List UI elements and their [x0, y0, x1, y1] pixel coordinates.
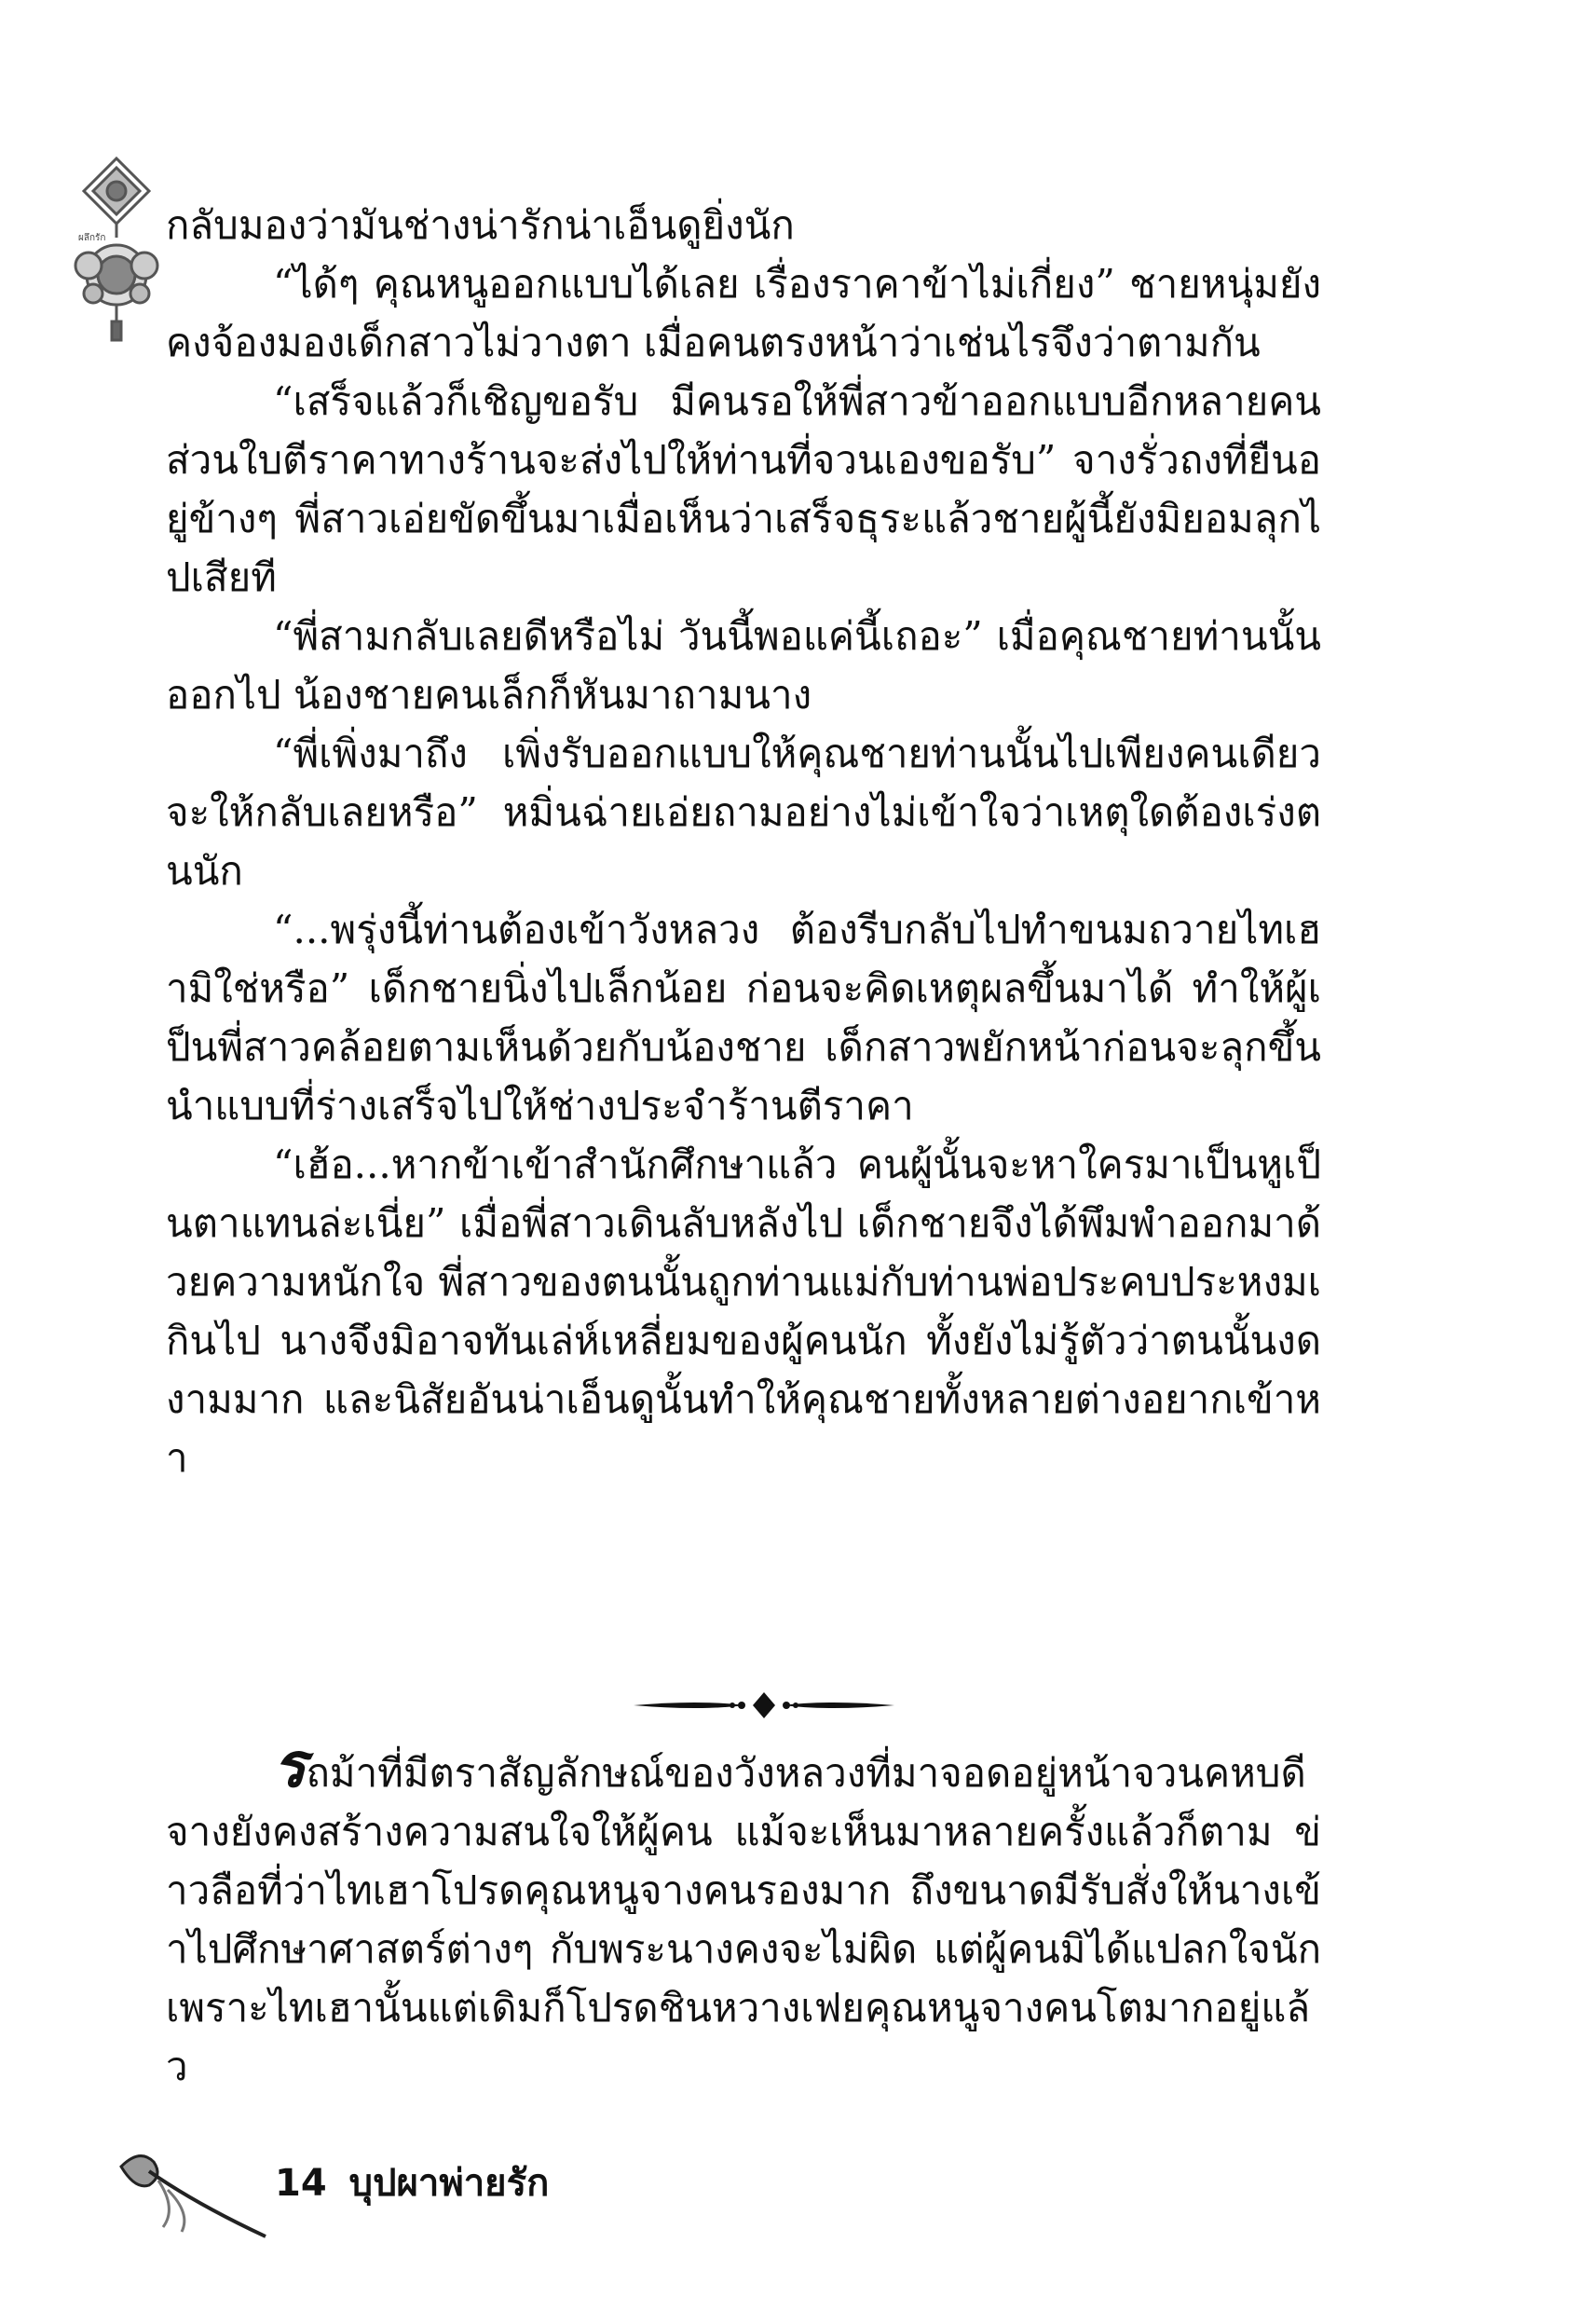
section-2-text: ถม้าที่มีตราสัญลักษณ์ของวังหลวงที่มาจอดอยู่หน้าจวนคหบดีจางยังคงสร้างความสนใจให้ผู้คน แม้จะเห็นมาหลายครั้งแล้วก็ตาม ข่าวลือที่ว่าไทเฮาโปรดคุณหนูจางคนรองมาก ถึงขนาดมีรับสั่งให้นางเข้าไปศึกษาศาสตร์ต่างๆ กับพระนางคงจะไม่ผิด แต่ผู้คนมิได้แปลกใจนักเพราะไทเฮานั้นแต่เดิมก็โปรดชินหวางเฟยคุณหนูจางคนโตมากอยู่แล้ว — [166, 1750, 1321, 2089]
section-divider-icon — [624, 1687, 904, 1724]
page-number: 14 — [275, 2162, 327, 2205]
body-text-top — [166, 196, 1321, 1487]
body-text-section-2 — [166, 1730, 1321, 2096]
page-footer — [275, 2160, 549, 2207]
book-title: บุปผาพ่ายรัก — [348, 2162, 550, 2205]
paragraph-4: “พี่เพิ่งมาถึง เพิ่งรับออกแบบให้คุณชายท่านนั้นไปเพียงคนเดียว จะให้กลับเลยหรือ” หมิ่นฉ่ายเอ่ยถามอย่างไม่เข้าใจว่าเหตุใดต้องเร่งตนนัก — [166, 731, 1321, 894]
paragraph-2: “เสร็จแล้วก็เชิญขอรับ มีคนรอให้พี่สาวข้าออกแบบอีกหลายคน ส่วนใบตีราคาทางร้านจะส่งไปให้ท่านที่จวนเองขอรับ” จางรั่วถงที่ยืนอยู่ข้างๆ พี่สาวเอ่ยขัดขึ้นมาเมื่อเห็นว่าเสร็จธุระแล้วชายผู้นี้ยังมิยอมลุกไปเสียที — [166, 378, 1321, 600]
paragraph-1: “ได้ๆ คุณหนูออกแบบได้เลย เรื่องราคาข้าไม่เกี่ยง” ชายหนุ่มยังคงจ้องมองเด็กสาวไม่วางตา เมื่อคนตรงหน้าว่าเช่นไรจึงว่าตามกัน — [166, 261, 1321, 365]
corner-ornament-icon — [56, 154, 177, 349]
paragraph-0: กลับมองว่ามันช่างน่ารักน่าเอ็นดูยิ่งนัก — [166, 202, 795, 248]
drop-cap: ร — [273, 1730, 307, 1801]
paragraph-5: “...พรุ่งนี้ท่านต้องเข้าวังหลวง ต้องรีบกลับไปทำขนมถวายไทเฮามิใช่หรือ” เด็กชายนิ่งไปเล็กน้อย ก่อนจะคิดเหตุผลขึ้นมาได้ ทำให้ผู้เป็นพี่สาวคล้อยตามเห็นด้วยกับน้องชาย เด็กสาวพยักหน้าก่อนจะลุกขึ้นนำแบบที่ร่างเสร็จไปให้ช่างประจำร้านตีราคา — [166, 907, 1321, 1128]
feather-quill-icon — [112, 2139, 270, 2241]
ornament-label: ผลึกรัก — [78, 233, 106, 243]
paragraph-6: “เฮ้อ...หากข้าเข้าสำนักศึกษาแล้ว คนผู้นั้นจะหาใครมาเป็นหูเป็นตาแทนล่ะเนี่ย” เมื่อพี่สาวเดินลับหลังไป เด็กชายจึงได้พึมพำออกมาด้วยความหนักใจ พี่สาวของตนนั้นถูกท่านแม่กับท่านพ่อประคบประหงมเกินไป นางจึงมิอาจทันเล่ห์เหลี่ยมของผู้คนนัก ทั้งยังไม่รู้ตัวว่าตนนั้นงดงามมาก และนิสัยอันน่าเอ็นดูนั้นทำให้คุณชายทั้งหลายต่างอยากเข้าหา — [166, 1142, 1321, 1481]
paragraph-3: “พี่สามกลับเลยดีหรือไม่ วันนี้พอแค่นี้เถอะ” เมื่อคุณชายท่านนั้นออกไป น้องชายคนเล็กก็หันมาถามนาง — [166, 613, 1321, 718]
section-2-paragraph — [166, 1730, 1321, 2096]
